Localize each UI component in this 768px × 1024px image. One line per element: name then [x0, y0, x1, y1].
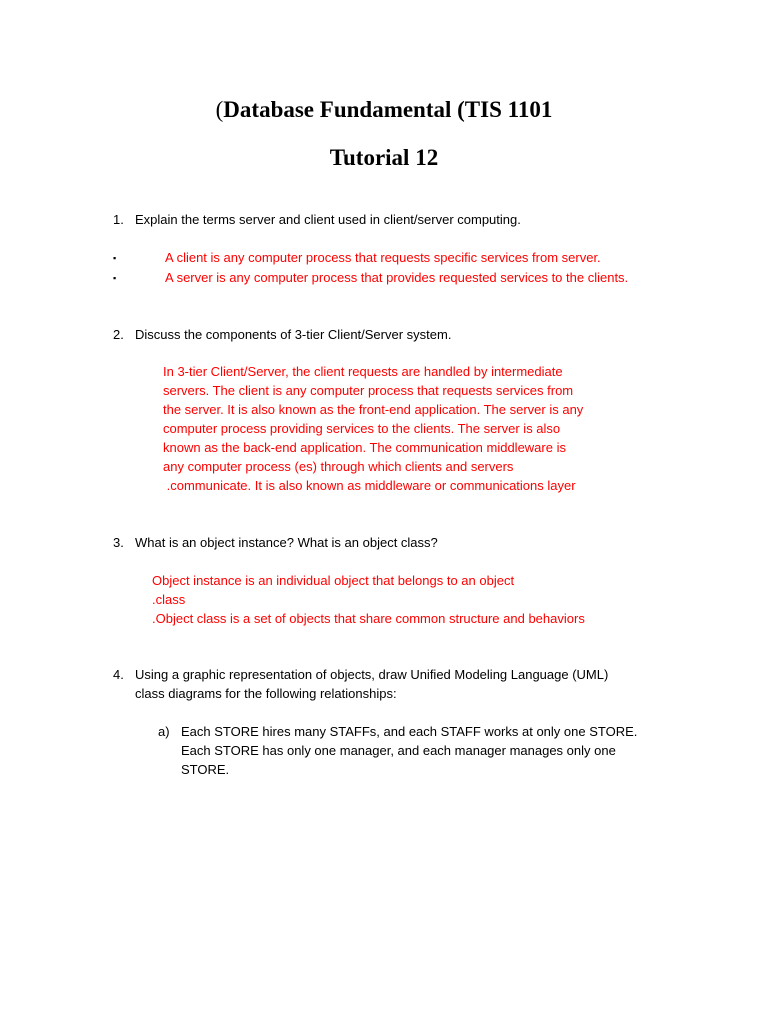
sub-question-line: Each STORE has only one manager, and each manager manages only one — [181, 743, 616, 758]
answer-line: any computer process (es) through which clients and servers — [163, 459, 514, 474]
question-text — [135, 665, 608, 703]
title-paren: ( — [215, 97, 224, 122]
answer-line: servers. The client is any computer process that requests services from — [163, 383, 574, 398]
answer-line: In 3-tier Client/Server, the client requests are handled by intermediate — [163, 364, 563, 379]
answer-1-list — [113, 248, 713, 288]
answer-line: computer process providing services to the clients. The server is also — [163, 421, 561, 436]
question-text: Explain the terms server and client used in client/server computing. — [135, 212, 521, 227]
answer-2 — [163, 362, 583, 495]
question-1 — [113, 210, 653, 230]
bullet-icon: ▪ — [113, 253, 117, 263]
sub-question-line: STORE. — [181, 762, 230, 777]
answer-text: A client is any computer process that requests specific services from server. — [165, 250, 601, 265]
question-number: 3. — [113, 535, 124, 550]
question-number: 4. — [113, 667, 124, 682]
title-text: Database Fundamental (TIS 1101 — [223, 97, 553, 122]
question-number: 2. — [113, 327, 124, 342]
bullet-icon: ▪ — [113, 273, 117, 283]
list-item — [113, 268, 713, 288]
question-2 — [113, 325, 653, 345]
question-text: What is an object instance? What is an object class? — [135, 535, 438, 550]
answer-line: known as the back-end application. The communication middleware is — [163, 440, 566, 455]
question-3 — [113, 533, 653, 553]
answer-3 — [152, 571, 585, 628]
answer-line: .Object class is a set of objects that share common structure and behaviors — [152, 611, 585, 626]
sub-question-text — [181, 722, 637, 779]
question-line: Using a graphic representation of objects, draw Unified Modeling Language (UML) — [135, 667, 609, 682]
document-title — [0, 95, 768, 125]
question-4 — [113, 665, 673, 705]
sub-question-label: a) — [158, 724, 170, 739]
list-item — [113, 248, 713, 268]
answer-line: Object instance is an individual object that belongs to an object — [152, 573, 515, 588]
answer-line: .class — [152, 592, 186, 607]
sub-question-line: Each STORE hires many STAFFs, and each STAFF works at only one STORE. — [181, 724, 638, 739]
question-line: class diagrams for the following relationships: — [135, 686, 397, 701]
answer-line: the server. It is also known as the front-end application. The server is any — [163, 402, 584, 417]
question-number: 1. — [113, 212, 124, 227]
answer-text: A server is any computer process that provides requested services to the clients. — [165, 270, 629, 285]
document-subtitle: Tutorial 12 — [329, 145, 439, 170]
question-text: Discuss the components of 3-tier Client/Server system. — [135, 327, 452, 342]
answer-line: .communicate. It is also known as middleware or communications layer — [163, 478, 576, 493]
